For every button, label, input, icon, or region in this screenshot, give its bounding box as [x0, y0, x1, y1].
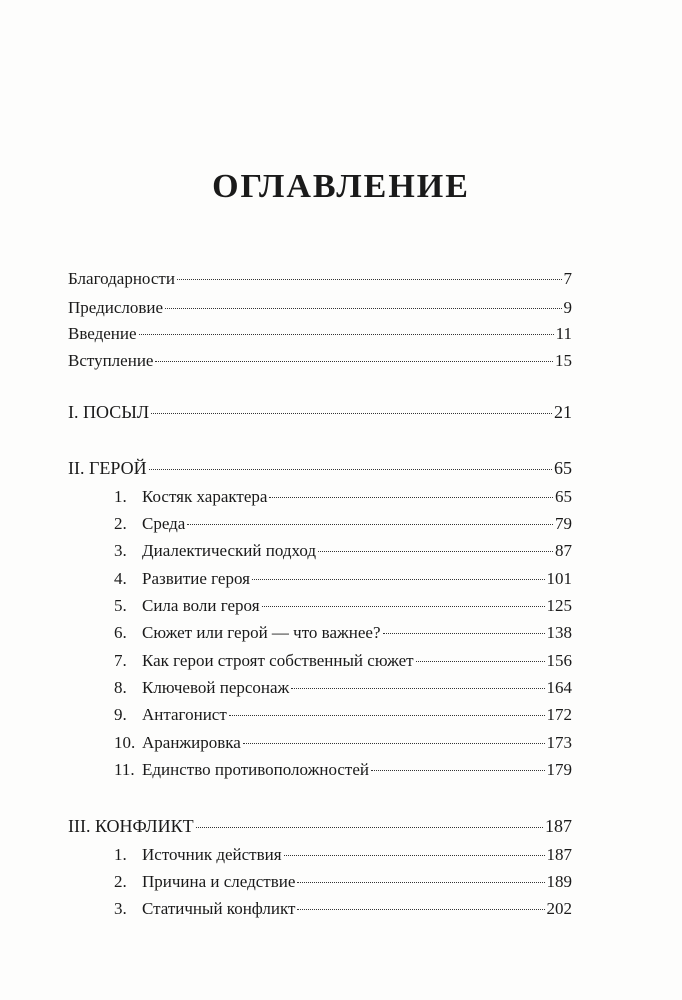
toc-item-number: 4. [114, 569, 127, 588]
toc-page-number: 21 [554, 402, 572, 422]
toc-label: Единство противоположностей [142, 760, 369, 779]
toc-label: Развитие героя [142, 569, 250, 588]
toc-subentry [114, 650, 572, 672]
toc-page-number: 202 [546, 899, 572, 918]
toc-label: Антагонист [142, 705, 227, 724]
toc-page-number: 87 [555, 541, 572, 560]
toc-page-number: 15 [555, 351, 572, 370]
toc-page-number: 172 [546, 705, 572, 724]
toc-item-number: 3. [114, 899, 127, 918]
dot-leader [196, 827, 543, 828]
dot-leader [318, 551, 553, 552]
toc-part-3 [68, 815, 572, 837]
toc-subentry [114, 704, 572, 726]
dot-leader [139, 334, 554, 335]
toc-part-2 [68, 457, 572, 479]
toc-part-label: II. ГЕРОЙ [68, 458, 147, 478]
dot-leader [177, 279, 562, 280]
toc-item-number: 1. [114, 845, 127, 864]
dot-leader [297, 882, 544, 883]
toc-subentry [114, 486, 572, 508]
toc-entry-opening [68, 350, 572, 372]
toc-subentry [114, 513, 572, 535]
toc-page-number: 179 [546, 760, 572, 779]
toc-page-number: 79 [555, 514, 572, 533]
toc-page-number: 156 [546, 651, 572, 670]
toc-item-number: 6. [114, 623, 127, 642]
toc-page-number: 9 [563, 298, 572, 317]
toc-label: Предисловие [68, 298, 164, 317]
dot-leader [243, 743, 545, 744]
toc-item-number: 7. [114, 651, 127, 670]
toc-subentry [114, 595, 572, 617]
toc-entry-acknowledgements [68, 268, 572, 290]
toc-item-number: 2. [114, 514, 127, 533]
toc-subentry [114, 732, 572, 754]
dot-leader [262, 606, 545, 607]
toc-item-number: 3. [114, 541, 127, 560]
toc-subentry [114, 871, 572, 893]
dot-leader [229, 715, 545, 716]
dot-leader [151, 413, 552, 414]
toc-page-number: 187 [546, 845, 572, 864]
toc-part-1 [68, 401, 572, 423]
toc-page-number: 189 [546, 872, 572, 891]
toc-subentry [114, 568, 572, 590]
toc-subentry [114, 677, 572, 699]
dot-leader [155, 361, 553, 362]
toc-label: Как герои строят собственный сюжет [142, 651, 414, 670]
dot-leader [383, 633, 545, 634]
toc-label: Источник действия [142, 845, 282, 864]
toc-part-label: I. ПОСЫЛ [68, 402, 150, 422]
toc-page-number: 11 [555, 324, 572, 343]
dot-leader [187, 524, 553, 525]
toc-item-number: 9. [114, 705, 127, 724]
toc-page-number: 125 [546, 596, 572, 615]
toc-label: Сюжет или герой — что важнее? [142, 623, 381, 642]
toc-label: Введение [68, 324, 137, 343]
toc-page-number: 101 [546, 569, 572, 588]
toc-label: Сила воли героя [142, 596, 260, 615]
dot-leader [252, 579, 545, 580]
toc-label: Вступление [68, 351, 154, 370]
toc-item-number: 1. [114, 487, 127, 506]
toc-part-label: III. КОНФЛИКТ [68, 816, 194, 836]
page-title: ОГЛАВЛЕНИЕ [212, 168, 470, 205]
toc-page-number: 173 [546, 733, 572, 752]
toc-entry-preface [68, 297, 572, 319]
toc-page-number: 65 [554, 458, 572, 478]
toc-subentry [114, 759, 572, 781]
toc-label: Статичный конфликт [142, 899, 296, 918]
dot-leader [284, 855, 545, 856]
dot-leader [165, 308, 561, 309]
toc-entry-introduction [68, 323, 572, 345]
toc-page-number: 187 [545, 816, 572, 836]
toc-page-number: 7 [563, 269, 572, 288]
toc-subentry [114, 844, 572, 866]
toc-label: Причина и следствие [142, 872, 296, 891]
toc-page-number: 138 [546, 623, 572, 642]
toc-subentry [114, 622, 572, 644]
toc-subentry [114, 898, 572, 920]
toc-item-number: 5. [114, 596, 127, 615]
dot-leader [416, 661, 545, 662]
toc-item-number: 2. [114, 872, 127, 891]
toc-page-number: 65 [555, 487, 572, 506]
toc-subentry [114, 540, 572, 562]
dot-leader [297, 909, 544, 910]
toc-item-number: 11. [114, 760, 135, 779]
toc-label: Костяк характера [142, 487, 268, 506]
toc-label: Благодарности [68, 269, 175, 288]
toc-label: Диалектический подход [142, 541, 317, 560]
dot-leader [371, 770, 545, 771]
toc-item-number: 10. [114, 733, 136, 752]
toc-label: Среда [142, 514, 186, 533]
dot-leader [291, 688, 544, 689]
dot-leader [149, 469, 552, 470]
toc-label: Ключевой персонаж [142, 678, 290, 697]
toc-label: Аранжировка [142, 733, 241, 752]
toc-item-number: 8. [114, 678, 127, 697]
dot-leader [269, 497, 553, 498]
toc-page-number: 164 [546, 678, 572, 697]
